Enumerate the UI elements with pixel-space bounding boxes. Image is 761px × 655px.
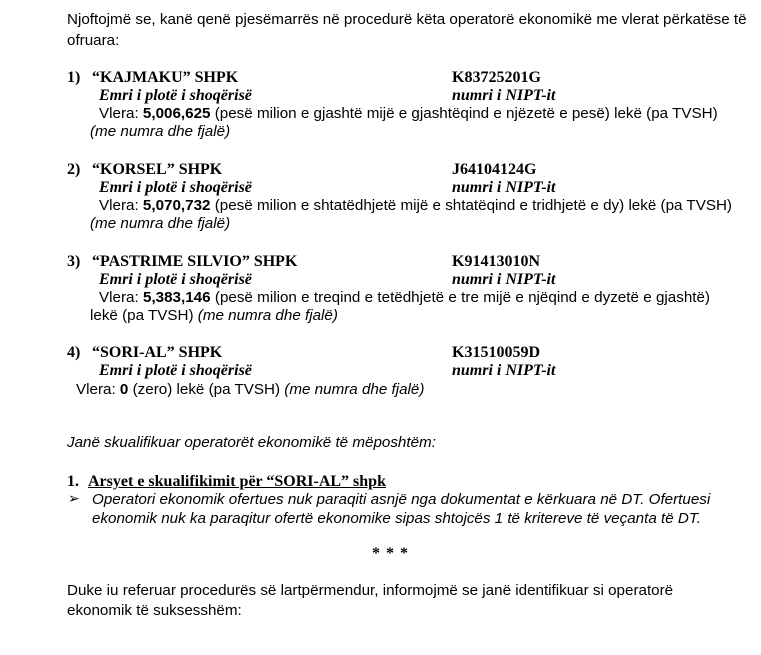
operator-value: 5,070,732 [142, 197, 211, 214]
nipt-label: numri i NIPT-it [452, 179, 556, 196]
value-words: (pesë milion e gjashtë mijë e gjashtëqind e njëzetë e pesë) [214, 105, 610, 122]
value-prefix: Vlera: [99, 289, 139, 306]
value-prefix: Vlera: [99, 197, 139, 214]
operator-name: “SORI-AL” SHPK [92, 344, 223, 361]
operator-nipt: K31510059D [452, 344, 540, 361]
section-separator: * * * [372, 545, 409, 562]
operator-value-line [99, 196, 732, 215]
arrow-bullet-icon: ➢ [68, 492, 80, 507]
operator-number: 3) [67, 253, 81, 270]
operator-name: “PASTRIME SILVIO” SHPK [92, 253, 298, 270]
operator-number: 2) [67, 161, 81, 178]
operator-value-line-cont [90, 306, 338, 325]
value-words: (zero) [132, 381, 173, 398]
operator-value: 5,383,146 [143, 289, 211, 306]
operator-value-line [76, 380, 424, 399]
nipt-label: numri i NIPT-it [452, 87, 556, 104]
value-currency: lekë (pa TVSH) [90, 307, 194, 324]
operator-value-line [99, 104, 718, 123]
operator-nipt: J64104124G [452, 161, 537, 178]
words-note: (me numra dhe fjalë) [197, 307, 338, 324]
nipt-label: numri i NIPT-it [452, 271, 556, 288]
operator-value: 0 [119, 381, 129, 398]
name-label: Emri i plotë i shoqërisë [99, 179, 252, 196]
value-words: (pesë milion e shtatëdhjetë mijë e shtatëqind e tridhjetë e dy) [214, 197, 625, 214]
value-currency: lekë (pa TVSH) [176, 381, 281, 398]
nipt-label: numri i NIPT-it [452, 362, 556, 379]
operator-value: 5,006,625 [142, 105, 211, 122]
value-prefix: Vlera: [76, 381, 116, 398]
disqualified-item-title: Arsyet e skualifikimit për “SORI-AL” shpk [88, 473, 386, 490]
disqualified-reason-line-2: ekonomik nuk ka paraqitur ofertë ekonomike sipas shtojcës 1 të kritereve të veçanta të DT. [92, 510, 701, 527]
name-label: Emri i plotë i shoqërisë [99, 271, 252, 288]
name-label: Emri i plotë i shoqërisë [99, 362, 252, 379]
value-prefix: Vlera: [99, 105, 139, 122]
words-note: (me numra dhe fjalë) [284, 381, 425, 398]
disqualified-heading: Janë skualifikuar operatorët ekonomikë të mëposhtëm: [67, 434, 436, 451]
value-words: (pesë milion e treqind e tetëdhjetë e tre mijë e njëqind e dyzetë e gjashtë) [214, 289, 710, 306]
value-currency: lekë (pa TVSH) [628, 197, 732, 214]
disqualified-reason-line-1: Operatori ekonomik ofertues nuk paraqiti asnjë nga dokumentat e kërkuara në DT. Ofertuesi [92, 491, 711, 508]
operator-name: “KAJMAKU” SHPK [92, 69, 239, 86]
words-note: (me numra dhe fjalë) [90, 123, 231, 140]
intro-line-1: Njoftojmë se, kanë qenë pjesëmarrës në procedurë këta operatorë ekonomikë me vlerat përkatëse të [67, 11, 747, 28]
closing-line-2: ekonomik të suksesshëm: [67, 602, 242, 619]
name-label: Emri i plotë i shoqërisë [99, 87, 252, 104]
operator-name: “KORSEL” SHPK [92, 161, 223, 178]
operator-number: 4) [67, 344, 81, 361]
operator-nipt: K83725201G [452, 69, 541, 86]
value-currency: lekë (pa TVSH) [614, 105, 718, 122]
operator-number: 1) [67, 69, 81, 86]
words-note: (me numra dhe fjalë) [90, 215, 231, 232]
disqualified-item-number: 1. [67, 473, 79, 490]
closing-line-1: Duke iu referuar procedurës së lartpërmendur, informojmë se janë identifikuar si operatorë [67, 582, 674, 599]
operator-nipt: K91413010N [452, 253, 540, 270]
operator-value-line [99, 288, 710, 307]
intro-line-2: ofruara: [67, 32, 120, 49]
